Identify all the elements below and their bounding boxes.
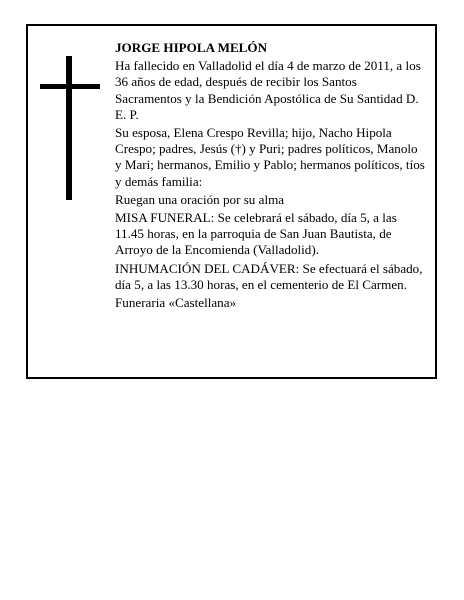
notice-text (115, 40, 425, 313)
obituary-notice (26, 24, 437, 379)
funeral-home: Funeraria «Castellana» (115, 295, 237, 311)
funeral-mass-info: MISA FUNERAL: Se celebrará el sábado, día 5, a las 11.45 horas, en la parroquia de San Juan Bautista, de Arroyo de la Encomienda (Valladolid). (115, 210, 397, 258)
cross-icon (40, 56, 100, 200)
deceased-name: JORGE HIPOLA MELÓN (115, 40, 268, 55)
prayer-request: Ruegan una oración por su alma (115, 191, 285, 207)
burial-info: INHUMACIÓN DEL CADÁVER: Se efectuará el sábado, día 5, a las 13.30 horas, en el cementerio de El Carmen. (115, 260, 423, 292)
cross-horizontal-bar (40, 84, 100, 89)
cross-vertical-bar (66, 56, 72, 200)
family-list: Su esposa, Elena Crespo Revilla; hijo, Nacho Hipola Crespo; padres, Jesús (†) y Puri; padres políticos, Manolo y Mari; hermanos, Emilio y Pablo; hermanos políticos, tíos y demás familia: (115, 125, 425, 189)
death-announcement: Ha fallecido en Valladolid el día 4 de marzo de 2011, a los 36 años de edad, después de recibir los Santos Sacramentos y la Bendición Apostólica de Su Santidad D. E. P. (115, 58, 421, 122)
